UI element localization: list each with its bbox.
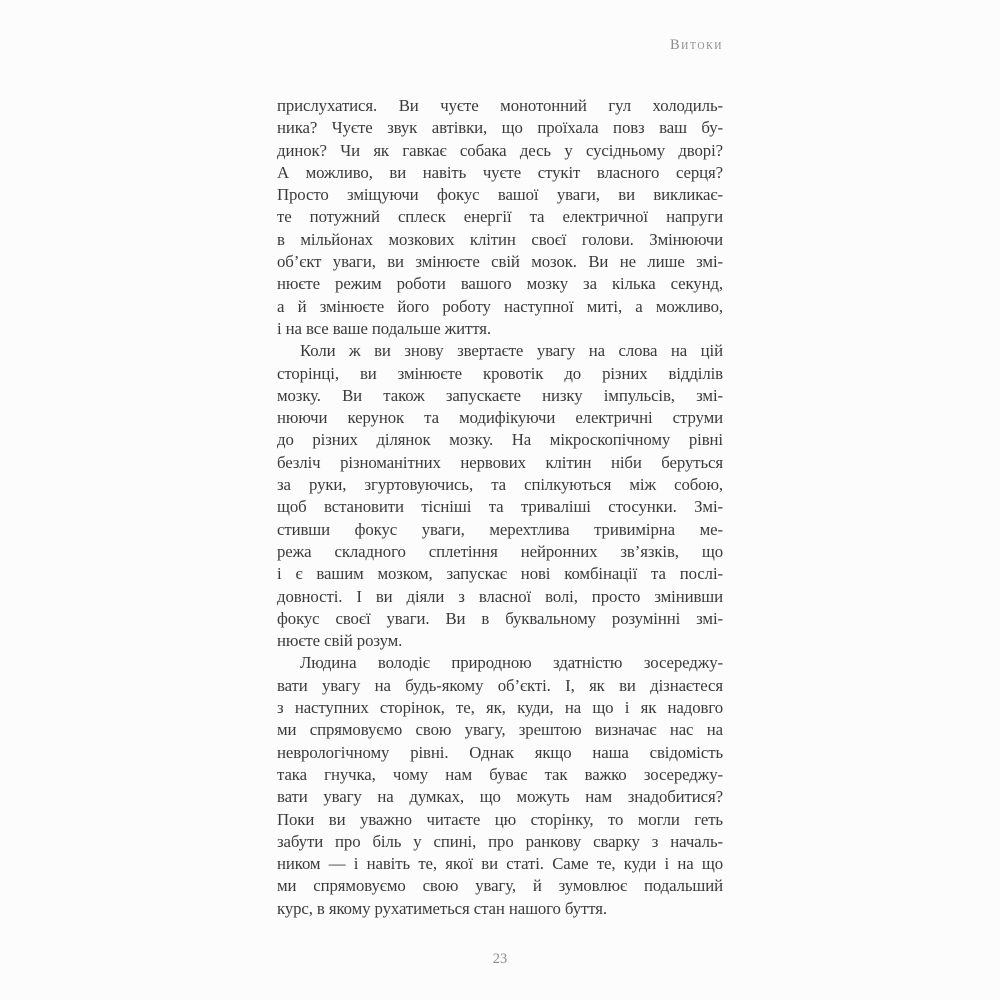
text-line: неврологічному рівні. Однак якщо наша свідомість bbox=[277, 742, 723, 762]
text-line: ми спрямовуємо свою увагу, зрештою визначає нас на bbox=[277, 720, 723, 740]
text-line: довності. І ви діяли з власної волі, просто змінивши bbox=[277, 586, 723, 606]
text-line: до різних ділянок мозку. На мікроскопічному рівні bbox=[277, 430, 723, 450]
text-line: мозку. Ви також запускаєте низку імпульсів, змі- bbox=[277, 385, 723, 405]
text-line: фокус своєї уваги. Ви в буквальному розумінні змі- bbox=[277, 608, 723, 628]
text-line: Просто зміщуючи фокус вашої уваги, ви викликає- bbox=[277, 185, 723, 205]
text-line: вати увагу на будь-якому об’єкті. І, як ви дізнаєтеся bbox=[277, 675, 723, 695]
text-line: прислухатися. Ви чуєте монотонний гул холодиль- bbox=[277, 96, 723, 115]
text-line: ником — і навіть те, якої ви статі. Саме те, куди і на що bbox=[277, 854, 723, 874]
text-line: а й змінюєте його роботу наступної миті, а можливо, bbox=[277, 296, 723, 316]
text-line: з наступних сторінок, те, як, куди, на що і як надовго bbox=[277, 698, 723, 718]
paragraph bbox=[277, 340, 723, 652]
text-line: щоб встановити тісніші та триваліші стосунки. Змі- bbox=[277, 497, 723, 517]
text-line: режа складного сплетіння нейронних зв’язків, що bbox=[277, 541, 723, 561]
text-line: вати увагу на думках, що можуть нам знадобитися? bbox=[277, 787, 723, 807]
text-line: за руки, згуртовуючись, та спілкуються між собою, bbox=[277, 475, 723, 495]
text-block bbox=[277, 95, 723, 920]
text-line: сторінці, ви змінюєте кровотік до різних відділів bbox=[277, 363, 723, 383]
text-line: Поки ви уважно читаєте цю сторінку, то могли геть bbox=[277, 809, 723, 829]
text-line: в мільйонах мозкових клітин своєї голови. Змінюючи bbox=[277, 229, 723, 249]
text-line: і на все ваше подальше життя. bbox=[277, 318, 491, 338]
text-line: безліч різноманітних нервових клітин ніби беруться bbox=[277, 452, 723, 472]
running-head: Витоки bbox=[670, 37, 723, 53]
text-line: А можливо, ви навіть чуєте стукіт власного серця? bbox=[277, 162, 723, 182]
text-line: нюючи керунок та модифікуючи електричні струми bbox=[277, 408, 723, 428]
text-line: об’єкт уваги, ви змінюєте свій мозок. Ви не лише змі- bbox=[277, 252, 723, 272]
text-line: забути про біль у спині, про ранкову сварку з началь- bbox=[277, 831, 723, 851]
text-line: Коли ж ви знову звертаєте увагу на слова на цій bbox=[300, 341, 723, 361]
text-line: така гнучка, чому нам буває так важко зосереджу- bbox=[277, 764, 723, 784]
text-line: Людина володіє природною здатністю зосереджу- bbox=[300, 653, 723, 673]
text-line: нюєте режим роботи вашого мозку за кілька секунд, bbox=[277, 274, 723, 294]
page-number: 23 bbox=[492, 951, 508, 967]
text-line: ми спрямовуємо свою увагу, й зумовлює подальший bbox=[277, 876, 723, 896]
paragraph bbox=[277, 652, 723, 920]
text-line: курс, в якому рухатиметься стан нашого буття. bbox=[277, 898, 607, 918]
text-line: ника? Чуєте звук автівки, що проїхала повз ваш бу- bbox=[277, 118, 723, 138]
text-line: динок? Чи як гавкає собака десь у сусідньому дворі? bbox=[277, 140, 723, 160]
paragraph bbox=[277, 95, 723, 340]
text-line: і є вашим мозком, запускає нові комбінації та послі- bbox=[277, 564, 723, 584]
text-line: стивши фокус уваги, мерехтлива тривимірна ме- bbox=[277, 519, 723, 539]
text-line: те потужний сплеск енергії та електричної напруги bbox=[277, 207, 723, 227]
text-line: нюєте свій розум. bbox=[277, 631, 403, 651]
